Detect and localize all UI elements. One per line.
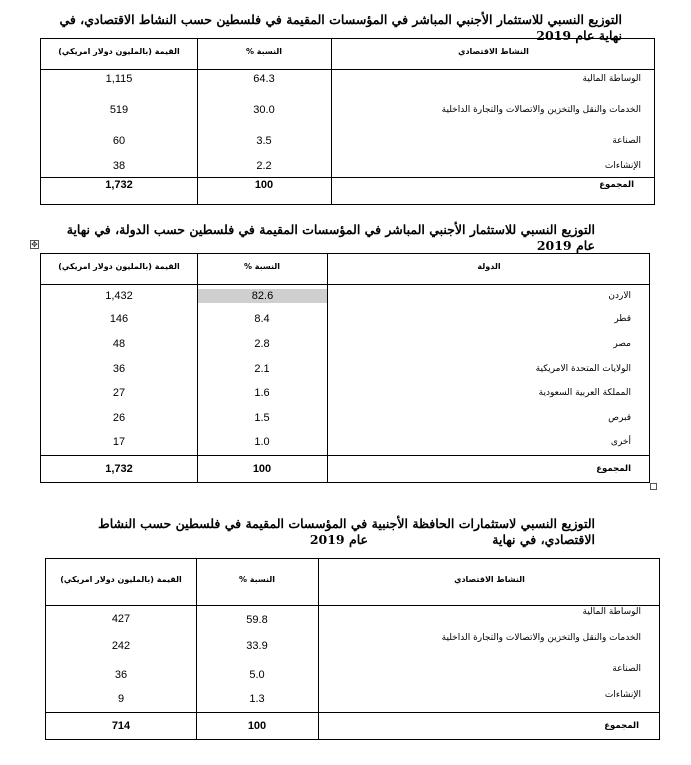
- table1-row-value: 1,115: [105, 73, 133, 85]
- table-row: [41, 134, 654, 148]
- table1-row-value: 38: [112, 160, 126, 172]
- table3-title-line2: عام 2019: [309, 532, 368, 547]
- table1-row-label: الإنشاءات: [604, 161, 641, 171]
- table1-total-pct: 100: [254, 179, 274, 191]
- table2-row-value: 17: [112, 436, 126, 448]
- table-row: [46, 664, 659, 682]
- table1-header-label: النشاط الاقتصادي: [458, 47, 529, 56]
- table1-total-row: [41, 177, 654, 204]
- table2-total-value: 1,732: [105, 463, 133, 475]
- table-row: [41, 289, 649, 303]
- table3-total-row: [46, 712, 659, 739]
- table3-row-value: 242: [111, 640, 131, 652]
- table1-row-label: الصناعة: [612, 136, 641, 146]
- table2-header-label: الدولة: [477, 262, 501, 271]
- table-row: [41, 159, 654, 173]
- table2-row-value: 48: [112, 338, 126, 350]
- table-row: [46, 607, 659, 626]
- table2-row-value: 26: [112, 412, 126, 424]
- table2-row-value: 146: [109, 313, 129, 325]
- table2-total-pct: 100: [252, 463, 272, 475]
- table3-row-value: 427: [111, 613, 131, 625]
- table2-row-label: الاردن: [608, 291, 631, 301]
- table3-row-pct: 5.0: [249, 669, 265, 681]
- table-row: [41, 337, 649, 351]
- table2-total-label: المجموع: [596, 464, 631, 474]
- table2-row-label: المملكة العربية السعودية: [538, 388, 631, 398]
- table-resize-handle[interactable]: [650, 483, 657, 490]
- table2-row-value: 36: [112, 363, 126, 375]
- table3-row-pct: 1.3: [249, 693, 265, 705]
- table-row: [41, 386, 649, 400]
- table-move-handle-icon[interactable]: ✥: [31, 240, 38, 249]
- table-row: [41, 362, 649, 376]
- table2-row-label: أخرى: [610, 437, 631, 447]
- table1-row-pct: 2.2: [256, 160, 272, 172]
- table3-row-pct: 33.9: [246, 640, 268, 652]
- table2: [40, 253, 650, 483]
- table3-row-label: الوساطة المالية: [582, 607, 641, 617]
- table2-row-label: الولايات المتحدة الامريكية: [535, 364, 631, 374]
- table2-header-value: القيمة (بالمليون دولار امريكي): [58, 262, 180, 271]
- table1-row-label: الخدمات والنقل والتخزين والاتصالات والتجارة الداخلية: [441, 105, 641, 115]
- table1-row-value: 60: [112, 135, 126, 147]
- table2-row-value: 27: [112, 387, 126, 399]
- table1-row-pct: 64.3: [253, 73, 275, 85]
- table2-header: [41, 254, 649, 285]
- table2-row-pct: 2.8: [254, 338, 270, 350]
- table2-row-label: مصر: [613, 339, 631, 349]
- table1-row-pct: 30.0: [253, 104, 275, 116]
- table2-row-value: 1,432: [105, 290, 133, 302]
- table1-title: التوزيع النسبي للاستثمار الأجنبي المباشر في المؤسسات المقيمة في فلسطين حسب النشاط الاقتصادي، في نهاية عام 2019: [59, 12, 622, 43]
- table-row: [46, 633, 659, 653]
- table-row: [46, 692, 659, 706]
- table3-total-pct: 100: [247, 720, 267, 732]
- table2-row-pct: 1.5: [254, 412, 270, 424]
- table3: [45, 558, 660, 740]
- table3-row-value: 9: [117, 693, 125, 705]
- table3-row-pct: 59.8: [246, 614, 268, 626]
- table2-row-label: قبرص: [608, 413, 631, 423]
- table2-row-pct: 8.4: [254, 313, 270, 325]
- table1-total-label: المجموع: [599, 180, 634, 190]
- table2-row-pct: 1.6: [254, 387, 270, 399]
- table3-row-value: 36: [114, 669, 128, 681]
- table3-row-label: الصناعة: [612, 664, 641, 674]
- table3-title-line1: التوزيع النسبي لاستثمارات الحافظة الأجنبية في المؤسسات المقيمة في فلسطين حسب النشاط الاقتصادي، في نهاية: [98, 516, 595, 547]
- table3-header-value: القيمة (بالمليون دولار امريكي): [60, 575, 182, 584]
- table2-title: التوزيع النسبي للاستثمار الأجنبي المباشر في المؤسسات المقيمة في فلسطين حسب الدولة، في نهاية عام 2019: [66, 222, 595, 253]
- table1: [40, 38, 655, 205]
- table1-row-value: 519: [109, 104, 129, 116]
- table3-header-pct: النسبة %: [238, 575, 276, 584]
- table2-header-pct: النسبة %: [243, 262, 281, 271]
- table1-header-pct: النسبة %: [245, 47, 283, 56]
- table2-row-pct: 1.0: [254, 436, 270, 448]
- table-row: [41, 72, 654, 86]
- table1-header: [41, 39, 654, 70]
- table-row: [41, 103, 654, 117]
- table1-row-pct: 3.5: [256, 135, 272, 147]
- table-row: [41, 435, 649, 449]
- table1-header-value: القيمة (بالمليون دولار امريكي): [58, 47, 180, 56]
- table3-total-label: المجموع: [604, 721, 639, 731]
- table2-row-pct-selected[interactable]: 82.6: [198, 289, 327, 303]
- table1-row-label: الوساطة المالية: [582, 74, 641, 84]
- table2-row-label: قطر: [614, 314, 631, 324]
- table1-total-value: 1,732: [105, 179, 133, 191]
- table3-header-label: النشاط الاقتصادي: [454, 575, 525, 584]
- table3-header: [46, 559, 659, 606]
- table3-total-value: 714: [111, 720, 131, 732]
- table-row: [41, 411, 649, 425]
- table3-row-label: الخدمات والنقل والتخزين والاتصالات والتجارة الداخلية: [441, 633, 641, 643]
- table2-row-pct: 2.1: [254, 363, 270, 375]
- table3-row-label: الإنشاءات: [604, 690, 641, 700]
- table2-total-row: [41, 455, 649, 482]
- table-row: [41, 312, 649, 326]
